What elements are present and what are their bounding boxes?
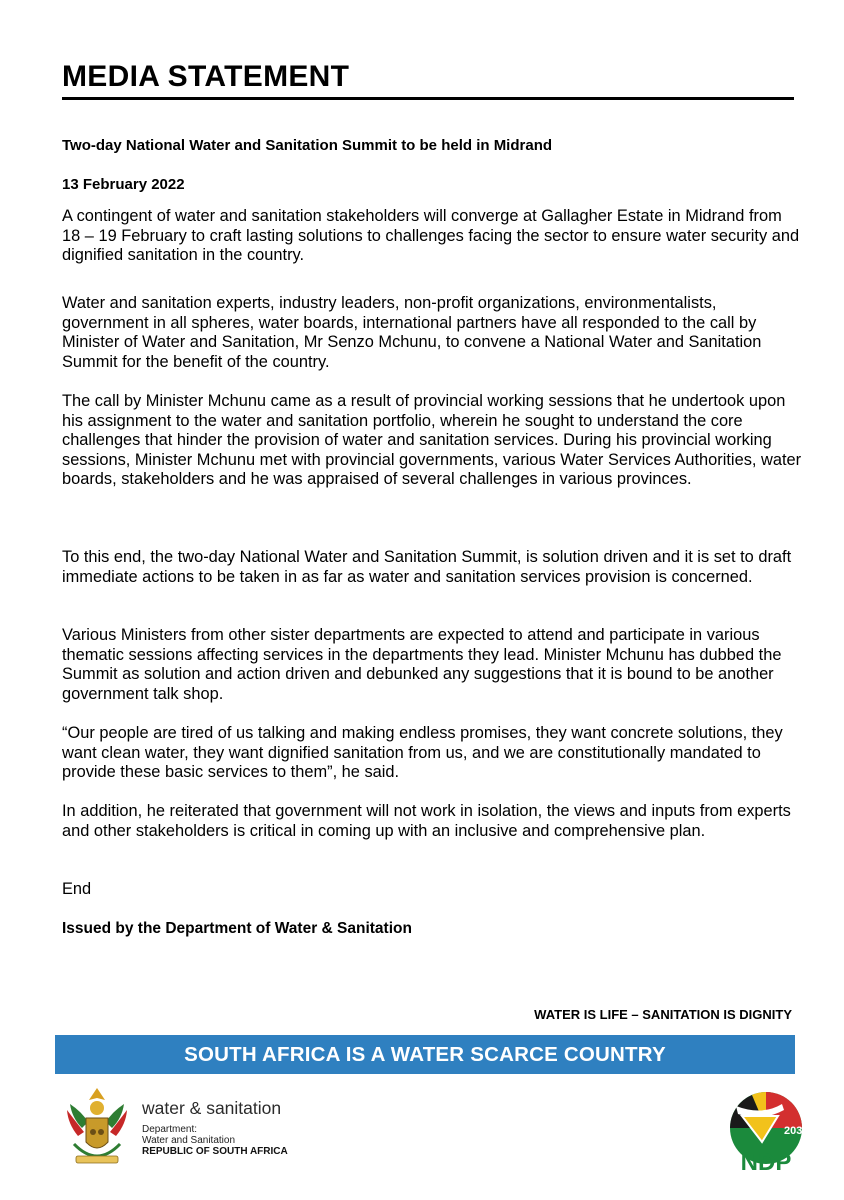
paragraph-1: A contingent of water and sanitation stakeholders will converge at Gallagher Estate in Midrand from 18 – 19 February to craft lasting solutions to challenges facing the sector to ensure water security and dignified sanitation in the country. — [62, 207, 800, 264]
header-title: MEDIA STATEMENT — [62, 60, 350, 93]
dept-name: Water and Sanitation — [142, 1135, 236, 1146]
dept-label: Department: — [142, 1124, 198, 1135]
statement-date: 13 February 2022 — [62, 176, 185, 193]
ndp-year: 2030 — [784, 1125, 809, 1137]
coat-of-arms-icon — [62, 1082, 132, 1170]
paragraph-7: In addition, he reiterated that government will not work in isolation, the views and inputs from experts and other stakeholders is critical in coming up with an inclusive and comprehensive plan. — [62, 802, 791, 840]
paragraph-4: To this end, the two-day National Water and Sanitation Summit, is solution driven and it is set to draft immediate actions to be taken in as far as water and sanitation services provision is concerned. — [62, 548, 792, 586]
paragraph-6: “Our people are tired of us talking and making endless promises, they want concrete solutions, they want clean water, they want dignified sanitation from us, and we are constitutionally mandated to provide these basic services to them”, he said. — [62, 724, 783, 781]
ndp-logo-icon — [722, 1086, 810, 1174]
issued-by: Issued by the Department of Water & Sanitation — [62, 920, 412, 937]
footer-banner: SOUTH AFRICA IS A WATER SCARCE COUNTRY — [55, 1035, 795, 1074]
footer-slogan: WATER IS LIFE – SANITATION IS DIGNITY — [534, 1007, 792, 1022]
headline: Two-day National Water and Sanitation Summit to be held in Midrand — [62, 137, 553, 154]
paragraph-3: The call by Minister Mchunu came as a result of provincial working sessions that he undertook upon his assignment to the water and sanitation portfolio, wherein he sought to understand the core challenges that hinder the provision of water and sanitation services. During his provincial working sessions, Minister Mchunu met with provincial governments, various Water Services Authorities, water boards, stakeholders and he was appraised of several challenges in various provinces. — [62, 392, 802, 488]
paragraph-2: Water and sanitation experts, industry leaders, non-profit organizations, environmentalists, government in all spheres, water boards, international partners have all responded to the call by Minister of Water and Sanitation, Mr Senzo Mchunu, to convene a National Water and Sanitation Summit for the benefit of the country. — [62, 294, 762, 371]
dept-country: REPUBLIC OF SOUTH AFRICA — [142, 1146, 288, 1157]
paragraph-5: Various Ministers from other sister departments are expected to attend and participate in various thematic sessions affecting services in the departments they lead. Minister Mchunu has dubbed the Summit as solution and action driven and debunked any suggestions that it is bound to be another government talk shop. — [62, 626, 782, 703]
brand-name: water & sanitation — [142, 1098, 282, 1118]
header-rule — [62, 97, 794, 100]
ndp-text: NDP — [740, 1149, 792, 1174]
paragraph-end: End — [62, 880, 92, 898]
